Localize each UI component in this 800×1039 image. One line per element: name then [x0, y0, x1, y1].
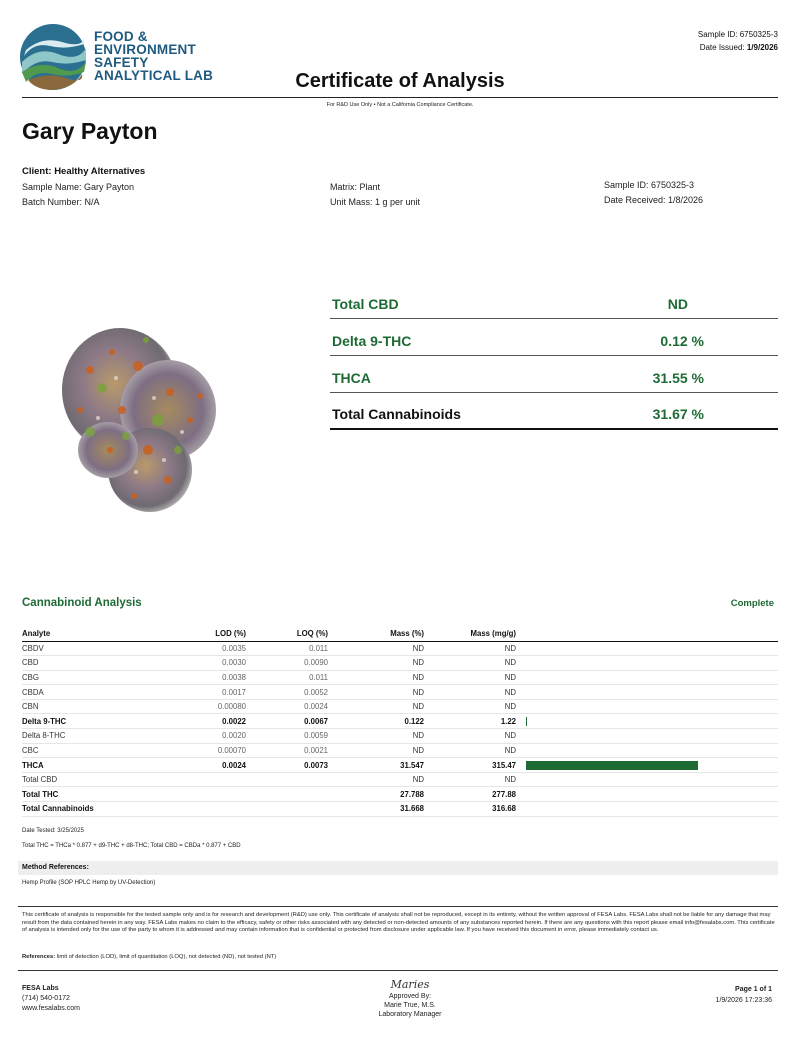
page-title: Certificate of Analysis [295, 70, 505, 92]
column-header: Mass (mg/g) [424, 627, 516, 641]
summary-value: 0.12 % [660, 333, 704, 349]
logo-line: ANALYTICAL LAB [94, 68, 214, 83]
client-info-right [604, 178, 703, 208]
analyte-cell: THCA [22, 758, 172, 773]
sample-id-label: Sample ID: [697, 30, 738, 39]
analyte-cell: Total Cannabinoids [22, 802, 172, 817]
date-tested: Date Tested: 3/25/2025 [22, 828, 84, 834]
column-header [516, 627, 778, 641]
lod-cell: 0.0017 [172, 685, 246, 700]
mass-pct-cell: ND [328, 743, 424, 758]
sample-name: Sample Name: Gary Payton [22, 182, 135, 192]
footer-page [716, 984, 772, 1006]
divider [18, 970, 778, 971]
mass-pct-cell: 27.788 [328, 787, 424, 802]
footer-contact [22, 984, 80, 1014]
analyte-cell: Delta 8-THC [22, 729, 172, 744]
table-row [22, 758, 778, 773]
mass-pct-cell: ND [328, 729, 424, 744]
loq-cell [246, 787, 328, 802]
loq-cell: 0.0052 [246, 685, 328, 700]
table-row [22, 656, 778, 671]
method-reference: Hemp Profile (SOP HPLC Hemp by UV-Detection) [22, 880, 156, 886]
analyte-cell: CBC [22, 743, 172, 758]
mass-mg-cell: ND [424, 743, 516, 758]
analyte-cell: CBDA [22, 685, 172, 700]
bar-cell [516, 699, 778, 714]
loq-cell [246, 772, 328, 787]
loq-cell: 0.011 [246, 670, 328, 685]
mass-pct-cell: 31.668 [328, 802, 424, 817]
loq-cell: 0.0067 [246, 714, 328, 729]
lod-cell: 0.00070 [172, 743, 246, 758]
lod-cell [172, 802, 246, 817]
section-title: Cannabinoid Analysis [22, 597, 142, 609]
table-row [22, 729, 778, 744]
status-badge: Complete [730, 598, 774, 609]
mass-bar [526, 717, 527, 726]
summary-row [330, 393, 778, 430]
lod-cell [172, 787, 246, 802]
bar-cell [516, 641, 778, 656]
divider [22, 97, 778, 98]
method-header [18, 861, 778, 875]
summary-label: Total Cannabinoids [332, 406, 461, 422]
mass-mg-cell: ND [424, 729, 516, 744]
references-label: References: [22, 954, 56, 960]
references-text: limit of detection (LOD), limit of quantitation (LOQ), not detected (ND), not tested (NT) [56, 954, 277, 960]
lab-name: FESA Labs [22, 985, 59, 992]
loq-cell: 0.0059 [246, 729, 328, 744]
method-label: Method References: [22, 864, 89, 871]
summary-label: THCA [332, 370, 371, 386]
bar-cell [516, 685, 778, 700]
bar-cell [516, 714, 778, 729]
table-header-row [22, 627, 778, 641]
analyte-cell: CBN [22, 699, 172, 714]
mass-mg-cell: 316.68 [424, 802, 516, 817]
bar-cell [516, 729, 778, 744]
mass-mg-cell: ND [424, 656, 516, 671]
logo-line: SAFETY [94, 55, 149, 70]
table-row [22, 714, 778, 729]
approver-name: Marie True, M.S. [384, 1002, 436, 1009]
analyte-cell: CBG [22, 670, 172, 685]
compliance-note: For R&D Use Only • Not a California Compliance Certificate. [326, 102, 474, 108]
bar-cell [516, 802, 778, 817]
lod-cell: 0.0038 [172, 670, 246, 685]
bar-cell [516, 656, 778, 671]
analyte-cell: CBDV [22, 641, 172, 656]
loq-cell [246, 802, 328, 817]
summary-label: Total CBD [332, 296, 399, 312]
bar-cell [516, 787, 778, 802]
lod-cell: 0.0022 [172, 714, 246, 729]
client-info-mid [330, 180, 420, 210]
matrix: Matrix: Plant [330, 182, 381, 192]
unit-mass: Unit Mass: 1 g per unit [330, 197, 421, 207]
table-row [22, 641, 778, 656]
mass-pct-cell: ND [328, 656, 424, 671]
signature: Maries [390, 978, 430, 991]
table-row [22, 802, 778, 817]
lod-cell [172, 772, 246, 787]
batch-number: Batch Number: N/A [22, 197, 100, 207]
table-row [22, 787, 778, 802]
lod-cell: 0.0030 [172, 656, 246, 671]
mass-mg-cell: ND [424, 685, 516, 700]
references [22, 954, 276, 960]
cannabinoid-table [22, 627, 778, 817]
mass-mg-cell: 1.22 [424, 714, 516, 729]
mass-pct-cell: 31.547 [328, 758, 424, 773]
column-header: LOQ (%) [246, 627, 328, 641]
loq-cell: 0.0073 [246, 758, 328, 773]
client-info-left [22, 180, 134, 210]
table-row [22, 670, 778, 685]
table-row [22, 699, 778, 714]
footer-approval [340, 978, 480, 1019]
mass-pct-cell: ND [328, 641, 424, 656]
lab-website[interactable]: www.fesalabs.com [22, 1005, 80, 1012]
loq-cell: 0.0021 [246, 743, 328, 758]
mass-mg-cell: ND [424, 641, 516, 656]
analyte-cell: Delta 9-THC [22, 714, 172, 729]
summary-label: Delta 9-THC [332, 333, 412, 349]
lod-cell: 0.00080 [172, 699, 246, 714]
loq-cell: 0.0024 [246, 699, 328, 714]
mass-pct-cell: ND [328, 670, 424, 685]
mass-mg-cell: ND [424, 699, 516, 714]
page-number: Page 1 of 1 [735, 986, 772, 993]
loq-cell: 0.0090 [246, 656, 328, 671]
column-header: Analyte [22, 627, 172, 641]
lab-phone: (714) 540-0172 [22, 995, 70, 1002]
column-header: Mass (%) [328, 627, 424, 641]
summary-value: 31.55 % [652, 370, 704, 386]
product-name: Gary Payton [22, 118, 158, 144]
column-header: LOD (%) [172, 627, 246, 641]
approved-by: Approved By: [388, 993, 432, 1000]
bar-cell [516, 758, 778, 773]
table-row [22, 685, 778, 700]
bar-cell [516, 772, 778, 787]
loq-cell: 0.011 [246, 641, 328, 656]
date-issued-value: 1/9/2026 [746, 43, 778, 52]
date-issued-label: Date Issued: [699, 43, 745, 52]
divider [18, 906, 778, 907]
mass-bar [526, 761, 698, 770]
logo-line: FOOD & [94, 29, 148, 44]
summary-row [330, 319, 778, 356]
bar-cell [516, 743, 778, 758]
summary-value: 31.67 % [652, 406, 704, 422]
mass-pct-cell: ND [328, 772, 424, 787]
summary-value: ND [667, 296, 688, 312]
mass-mg-cell: ND [424, 670, 516, 685]
mass-mg-cell: ND [424, 772, 516, 787]
table-row [22, 743, 778, 758]
lod-cell: 0.0024 [172, 758, 246, 773]
disclaimer: This certificate of analysis is responsible for the tested sample only and is for research and development (R&D) use only. This certificate of analysis shall not be reproduced, except in its entirety, without the written approval of FESA Labs. FESA Labs shall not be liable for any damage that may result from the data contained herein in any way. FESA Labs makes no claim to the efficacy, safety or other risks associated with any detected or non-detected amounts of any substances reported herein. If there are any questions with this report please email info@fesalabs.com. This certificate of analysis is intended only for the use of the party to whom it is addressed and may contain information that is confidential or protected from disclosure under applicable law. If you have received this document in error, please immediately contact us. [22, 912, 775, 934]
total-formula: Total THC = THCa * 0.877 + d9-THC + d8-THC; Total CBD = CBDa * 0.877 + CBD [22, 843, 241, 849]
analyte-cell: Total CBD [22, 772, 172, 787]
logo-line: ENVIRONMENT [94, 42, 196, 57]
analyte-cell: CBD [22, 656, 172, 671]
summary-row [330, 356, 778, 393]
analyte-cell: Total THC [22, 787, 172, 802]
date-received: Date Received: 1/8/2026 [604, 195, 704, 205]
product-image [50, 300, 230, 520]
potency-summary [330, 282, 778, 430]
lod-cell: 0.0035 [172, 641, 246, 656]
mass-mg-cell: 277.88 [424, 787, 516, 802]
sample-id-value: 6750325-3 [739, 30, 778, 39]
sample-id: Sample ID: 6750325-3 [604, 180, 695, 190]
bar-cell [516, 670, 778, 685]
mass-pct-cell: ND [328, 699, 424, 714]
approver-title: Laboratory Manager [378, 1011, 442, 1018]
mass-pct-cell: ND [328, 685, 424, 700]
mass-pct-cell: 0.122 [328, 714, 424, 729]
report-timestamp: 1/9/2026 17:23:36 [715, 997, 772, 1004]
mass-mg-cell: 315.47 [424, 758, 516, 773]
header-meta [698, 28, 778, 54]
lod-cell: 0.0020 [172, 729, 246, 744]
summary-row [330, 282, 778, 319]
client-name: Client: Healthy Alternatives [22, 166, 146, 177]
table-row [22, 772, 778, 787]
